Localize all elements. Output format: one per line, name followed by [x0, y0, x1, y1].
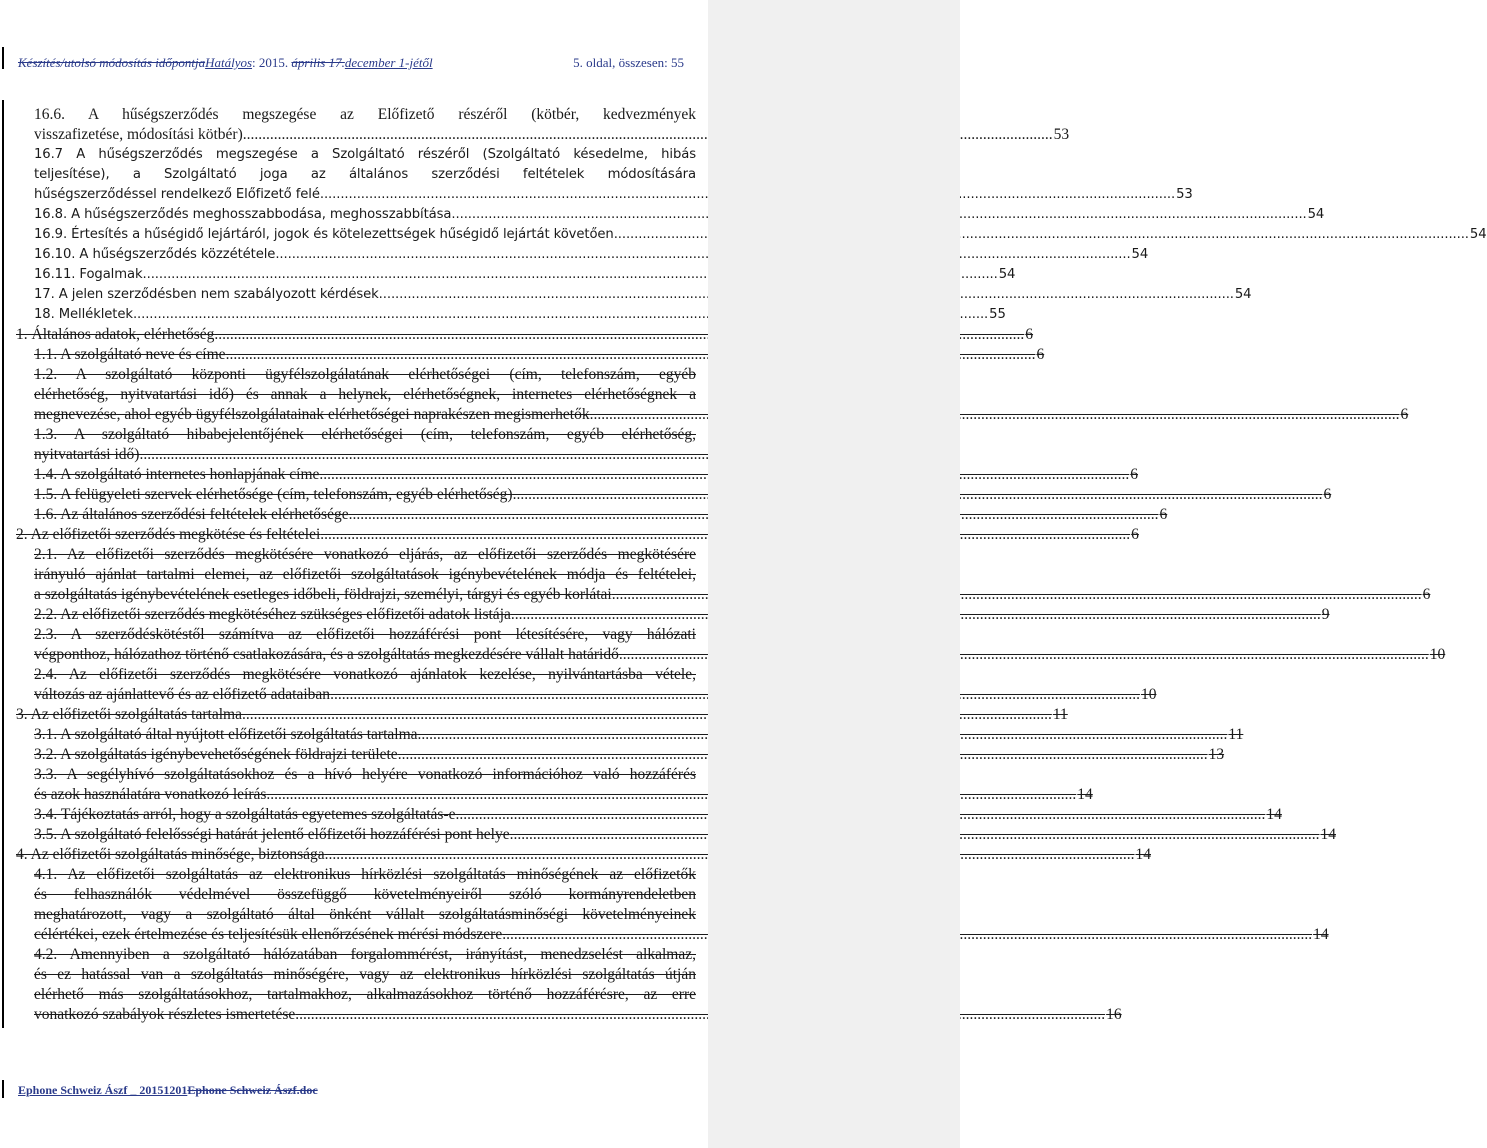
toc-page-number: 54 [1234, 287, 1252, 302]
toc-page-number: 6 [1400, 406, 1409, 423]
toc-page-number: 10 [1140, 686, 1157, 703]
toc-entry-text: végponthoz, hálózathoz történő csatlakozására, és a szolgáltatás megkezdésére vállalt határidő [34, 646, 619, 663]
toc-dot-leader [275, 245, 1130, 265]
toc-entry[interactable] [34, 745, 1225, 765]
toc-entry[interactable] [34, 385, 696, 405]
toc-entry[interactable] [34, 245, 1149, 265]
toc-entry[interactable] [34, 125, 1070, 145]
toc-page-number: 6 [1025, 326, 1034, 343]
toc-entry-text: 1.5. A felügyeleti szervek elérhetősége (cím, telefonszám, egyéb elérhetőség) [34, 486, 513, 503]
toc-entry-text: és azok használatára vonatkozó leírás [34, 786, 267, 803]
toc-entry[interactable] [34, 985, 696, 1005]
toc-entry[interactable] [34, 925, 1329, 945]
toc-entry-text: 17. A jelen szerződésben nem szabályozott kérdések [34, 287, 379, 302]
toc-page-number: 6 [1159, 506, 1168, 523]
table-of-contents [16, 105, 1487, 1025]
toc-entry[interactable] [34, 685, 1157, 705]
toc-entry[interactable] [34, 565, 696, 585]
toc-entry[interactable] [34, 785, 1093, 805]
header-inserted-text: Hatályos [205, 55, 253, 70]
toc-entry-text: 1.4. A szolgáltató internetes honlapjának címe [34, 466, 320, 483]
toc-entry-text: 2.1. Az előfizetői szerződés megkötésére vonatkozó eljárás, az előfizetői szerződés megkötésére [34, 546, 696, 563]
toc-entry[interactable] [16, 845, 1151, 865]
toc-page-number: 54 [1469, 227, 1487, 242]
toc-entry-text: 1.1. A szolgáltató neve és címe [34, 346, 226, 363]
toc-page-number: 53 [1176, 187, 1193, 202]
toc-page-number: 54 [1307, 207, 1325, 222]
toc-page-number: 14 [1266, 806, 1282, 823]
toc-entry-text: 16.10. A hűségszerződés közzététele [34, 247, 276, 262]
toc-entry-text: irányuló ajánlat tartalmi elemei, az előfizetői szolgáltatások igénybevételének módja és feltételei, [34, 566, 696, 583]
toc-page-number: 11 [1052, 706, 1068, 723]
toc-page-number: 10 [1429, 646, 1446, 663]
page-number: 5. oldal, összesen: 55 [573, 55, 684, 70]
comment-margin-pane [708, 0, 960, 1148]
toc-entry[interactable] [34, 605, 1330, 625]
toc-entry-text: 16.6. A hűségszerződés megszegése az Előfizető részéről (kötbér, kedvezmények [34, 106, 696, 123]
toc-page-number: 6 [1323, 486, 1332, 503]
toc-entry[interactable] [34, 225, 1487, 245]
toc-entry-text: célértékei, ezek értelmezése és teljesítésük ellenőrzésének mérési módszere [34, 926, 503, 943]
toc-entry-text: változás az ajánlattevő és az előfizető adataiban [34, 686, 331, 703]
page-header [18, 55, 696, 71]
toc-entry-text: 2. Az előfizetői szerződés megkötése és feltételei [16, 526, 321, 543]
toc-entry-text: visszafizetése, módosítási kötbér) [34, 126, 243, 143]
toc-entry[interactable] [34, 1005, 1122, 1025]
toc-entry-text: 3.2. A szolgáltatás igénybevehetőségének földrajzi területe [34, 746, 398, 763]
toc-entry[interactable] [34, 825, 1336, 845]
toc-entry-text: 1.6. Az általános szerződési feltételek elérhetősége [34, 506, 349, 523]
toc-page-number: 11 [1228, 726, 1244, 743]
toc-page-number: 13 [1208, 746, 1225, 763]
change-bar-header [2, 47, 4, 69]
toc-entry-text: és ez hatással van a szolgáltatás minőségére, vagy az elektronikus hírközlési szolgáltatás útján [34, 966, 696, 983]
toc-page-number: 6 [1130, 466, 1139, 483]
toc-entry-text: megnevezése, ahol egyéb ügyfélszolgálatainak elérhetőségei naprakészen megismerhetők [34, 406, 590, 423]
toc-page-number: 53 [1053, 126, 1070, 143]
toc-entry-text: 3.5. A szolgáltató felelősségi határát jelentő előfizetői hozzáférési pont helye [34, 826, 510, 843]
page-footer [18, 1083, 318, 1098]
change-bar-body [2, 100, 4, 1028]
toc-entry[interactable] [34, 145, 696, 165]
toc-entry[interactable] [34, 505, 1168, 525]
toc-entry-text: 1. Általános adatok, elérhetőség [16, 326, 215, 343]
toc-entry-text: 3. Az előfizetői szolgáltatás tartalma [16, 706, 242, 723]
toc-page-number: 6 [1131, 526, 1139, 543]
toc-entry[interactable] [34, 945, 696, 965]
toc-page-number: 6 [1036, 346, 1045, 363]
toc-entry-text: 3.3. A segélyhívó szolgáltatásokhoz és a hívó helyére vonatkozó információhoz való hozzáférés [34, 766, 696, 783]
toc-entry[interactable] [34, 305, 1006, 325]
toc-entry-text: 2.4. Az előfizetői szerződés megkötésére vonatkozó ajánlatok kezelése, nyilvántartásba vétele, [34, 666, 696, 683]
toc-entry-text: 18. Mellékletek [34, 307, 133, 322]
toc-entry[interactable] [34, 465, 1139, 485]
toc-entry-text: 2.2. Az előfizetői szerződés megkötéséhez szükséges előfizetői adatok listája [34, 606, 511, 623]
toc-entry[interactable] [34, 645, 1446, 665]
toc-page-number: 14 [1077, 786, 1093, 803]
toc-entry-text: a szolgáltatás igénybevételének esetleges időbeli, földrajzi, személyi, tárgyi és egyéb korlátai [34, 586, 612, 603]
toc-entry[interactable] [16, 525, 1139, 545]
toc-entry-text: 16.11. Fogalmak [34, 267, 143, 282]
toc-page-number: 6 [1422, 586, 1431, 603]
toc-entry[interactable] [34, 105, 696, 125]
header-date-deleted: április 17. [291, 55, 345, 70]
toc-entry-text: 2.3. A szerződéskötéstől számítva az előfizetői hozzáférési pont létesítésére, vagy hálózati [34, 626, 696, 643]
toc-entry-text: és felhasználók védelmével összefüggő követelményeiről szóló kormányrendeletben [34, 886, 696, 903]
toc-entry[interactable] [34, 205, 1325, 225]
toc-dot-leader [295, 1005, 1105, 1025]
toc-entry[interactable] [16, 705, 1068, 725]
toc-entry-text: meghatározott, vagy a szolgáltató által önként vállalt szolgáltatásminőségi követelményeinek [34, 906, 696, 923]
toc-entry[interactable] [34, 905, 696, 925]
toc-page-number: 14 [1313, 926, 1329, 943]
toc-entry[interactable] [34, 425, 696, 445]
toc-entry[interactable] [34, 765, 696, 785]
toc-entry[interactable] [34, 665, 696, 685]
toc-entry[interactable] [34, 725, 1244, 745]
toc-entry[interactable] [34, 345, 1045, 365]
toc-entry-text: hűségszerződéssel rendelkező Előfizető felé [34, 187, 320, 202]
toc-entry-text: 3.1. A szolgáltató által nyújtott előfizetői szolgáltatás tartalma [34, 726, 418, 743]
toc-entry[interactable] [34, 485, 1332, 505]
toc-entry-text: 16.8. A hűségszerződés meghosszabbodása, meghosszabbítása [34, 207, 452, 222]
footer-deleted-filename: Ephone Schweiz Ászf.doc [187, 1083, 318, 1097]
toc-entry[interactable] [34, 885, 696, 905]
change-bar-footer [2, 1080, 4, 1098]
toc-entry-text: 4.1. Az előfizetői szolgáltatás az elektronikus hírközlési szolgáltatás minőségének az előfizetők [34, 866, 696, 883]
toc-entry-text: vonatkozó szabályok részletes ismertetése [34, 1006, 296, 1023]
toc-page-number: 16 [1106, 1006, 1122, 1023]
toc-entry[interactable] [34, 365, 696, 385]
toc-entry-text: teljesítése), a Szolgáltató joga az általános szerződési feltételek módosítására [34, 167, 696, 182]
toc-entry[interactable] [34, 965, 696, 985]
toc-entry[interactable] [34, 285, 1252, 305]
toc-entry[interactable] [34, 445, 696, 465]
toc-entry[interactable] [34, 185, 1193, 205]
toc-page-number: 9 [1321, 606, 1330, 623]
toc-page-number: 14 [1135, 846, 1151, 863]
toc-entry[interactable] [34, 625, 696, 645]
toc-entry-text: 1.3. A szolgáltató hibabejelentőjének elérhetőségei (cím, telefonszám, egyéb elérhetőség, [34, 426, 696, 443]
footer-inserted-filename: Ephone Schweiz Ászf _ 20151201 [18, 1083, 188, 1097]
header-date-prefix: : 2015. [252, 55, 292, 70]
toc-entry-text: nyitvatartási idő) [34, 446, 140, 463]
toc-entry-text: elérhetőség, nyitvatartási idő) és annak a helynek, elérhetőségnek, internetes elérhetőségnek a [34, 386, 696, 403]
header-deleted-text: Készítés/utolsó módosítás időpontja [18, 55, 206, 70]
toc-entry-text: 16.7 A hűségszerződés megszegése a Szolgáltató részéről (Szolgáltató késedelme, hibás [34, 147, 696, 162]
toc-entry[interactable] [34, 585, 1431, 605]
header-date-inserted: december 1-jétől [344, 55, 433, 70]
toc-entry[interactable] [34, 405, 1409, 425]
toc-page-number: 54 [1131, 247, 1149, 262]
toc-page-number: 55 [989, 307, 1006, 322]
toc-entry-text: 1.2. A szolgáltató központi ügyfélszolgálatának elérhetőségei (cím, telefonszám, egyéb [34, 366, 696, 383]
toc-entry-text: elérhető más szolgáltatásokhoz, tartalmakhoz, alkalmazásokhoz történő hozzáférésre, az erre [34, 986, 696, 1003]
toc-entry[interactable] [34, 865, 696, 885]
toc-entry-text: 16.9. Értesítés a hűségidő lejártáról, jogok és kötelezettségek hűségidő lejártát követően [34, 227, 614, 242]
toc-entry-text: 3.4. Tájékoztatás arról, hogy a szolgáltatás egyetemes szolgáltatás-e [34, 806, 456, 823]
toc-entry[interactable] [34, 265, 1016, 285]
toc-entry[interactable] [16, 325, 1034, 345]
toc-entry[interactable] [34, 165, 696, 185]
toc-entry-text: 4.2. Amennyiben a szolgáltató hálózatában forgalommérést, irányítást, menedzselést alkalmaz, [34, 946, 696, 963]
toc-page-number: 54 [998, 267, 1016, 282]
toc-entry[interactable] [34, 805, 1282, 825]
toc-page-number: 14 [1320, 826, 1336, 843]
toc-entry-text: 4. Az előfizetői szolgáltatás minősége, biztonsága [16, 846, 325, 863]
toc-entry[interactable] [34, 545, 696, 565]
